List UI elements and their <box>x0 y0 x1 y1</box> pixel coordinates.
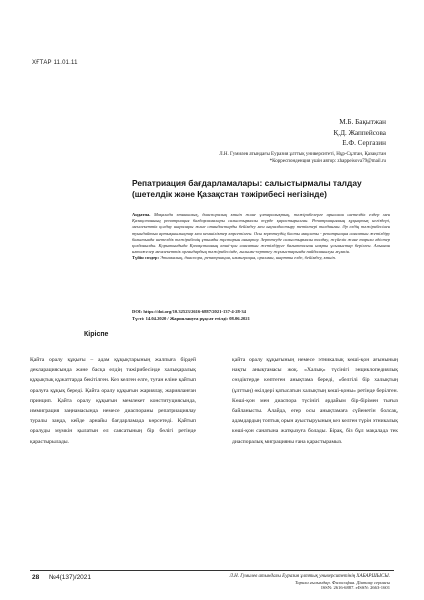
title-subline: (шетелдік және Қазақстан тәжірибесі негізінде) <box>132 189 327 199</box>
author-list <box>334 117 386 149</box>
body-column-left: Қайта оралу құқығы – адам құқықтарының жалпыға бірдей декларациясында және басқа елдің тәжірибесінде халықаралық құқықтық құжаттарда бекітілген. Кез келген елге, туған еліне қайтып оралуға құқық береді. Қайта оралу құқығын жариялау, жарияланған принцип. Қайта оралу құқығын мемлекет конституциясында, иммиграция заңнамасында немесе диаспораны репатриациялау туралы заңда, кейде арнайы бағдарламада көрсетеді. Қайтып оралуды мүмкін қылатын ел саясатының бір бөлігі ретінде қарастырылады. <box>30 357 196 445</box>
author-name: Қ.Д. Жаппейсова <box>333 128 386 137</box>
keywords-text: Этникалық, диаспора, репатриация, иммиграция, оралман, шартты елде, бейімдеу, көшіп. <box>159 255 337 261</box>
journal-series: Тарихи ғылымдар. Философия. Дінтану сериясы <box>295 579 390 585</box>
page-number: 28 <box>32 574 40 581</box>
doi-block <box>132 308 390 322</box>
journal-name: Л.Н. Гумилев атындағы Еуразия ұлттық университетінің ХАБАРШЫСЫ. <box>229 574 390 579</box>
received-date: Түсті: 14.04.2020 / Жариялануға рұқсат етілді: 08.06.2021 <box>132 316 250 321</box>
doi-link[interactable]: DOI: https://doi.org/10.32523/2616-6887/2021-137-4-28-34 <box>132 309 246 314</box>
author-name: Е.Ф. Сергазин <box>342 139 386 148</box>
issue-number: №4(137)/2021 <box>49 574 92 581</box>
abstract-text: Мақалада этникалық, диаспоралық көшіп және ұлтаралықтық, тәжірибелерге арналған шетелдік елдер мен Қазақстанның репатриация бағдарламалары салыстырмалы түрде қарастырылған. Репатриацияның құқықтық негіздері, мемлекеттік қолдау шаралары және отандастарды бейімдеу мен ықпалдастыру тетіктері талданған. Әр елдің тәжірибесінен туындайтын артықшылықтар мен кемшіліктер көрсетілген. Осы зерттеудің басты мақсаты - репатриация саясатын жетілдіру бағытында шетелдік тәжірибенің ұтымды тұстарын анықтау. Зерттеуде салыстырмалы талдау, жүйелік және тарихи әдістер қолданылды. Қорытындыда Қазақстанның көші-қон саясатын жетілдіруге бағытталған нақты ұсыныстар берілген. Алынған нәтижелер мемлекеттік органдардың тәжірибесінде, ғылыми-зерттеу жұмыстарында пайдаланылуы мүмкін. <box>132 212 390 255</box>
correspondence-line: *Корреспонденция үшін автор: zhappeisova79@mail.ru <box>269 159 386 164</box>
classification-code: ХҒТАР 11.01.11 <box>32 60 78 66</box>
body-column-right: қайта оралу құқығының немесе этникалық көші-қон ағынының нақты анықтамасы жоқ. «Халық» түсінігі энциклопедиялық сөздіктерде көптеген анықтама береді, «белгілі бір халықтың (ұлттың) өкілдері қатысатын халықтың көші-қоны» ретінде берілген. Көші-қон мен диаспора түсінігі әрдайым бір-бірімен тығыз байланысты. Алайда, егер осы анықтамаға сүйенетін болсақ, адамдардың топтық орын ауыстыруының кез келген түрін этникалық көші-қон санатына жатқызуға болады. Бірақ, біз бұл мақалада тек диаспоралық миграцияны ғана қарастырамыз. <box>232 357 398 445</box>
journal-info <box>229 574 390 591</box>
article-title <box>132 178 392 200</box>
abstract <box>132 212 390 262</box>
journal-issn: ISSN: 2616-6887. eISSN: 2663-1601 <box>321 585 390 591</box>
footer-divider <box>30 570 394 571</box>
affiliation <box>219 151 386 165</box>
section-heading: Кіріспе <box>84 331 109 338</box>
title-line: Репатриация бағдарламалары: салыстырмалы талдау <box>132 178 362 188</box>
abstract-label: Аңдатпа. <box>132 212 151 217</box>
author-name: М.Б. Бақытжан <box>339 118 386 126</box>
affiliation-line: Л.Н. Гумилев атындағы Еуразия ұлттық университеті, Нұр-Сұлтан, Қазақстан <box>219 152 386 157</box>
keywords-label: Түйін сөздер: <box>132 255 160 261</box>
